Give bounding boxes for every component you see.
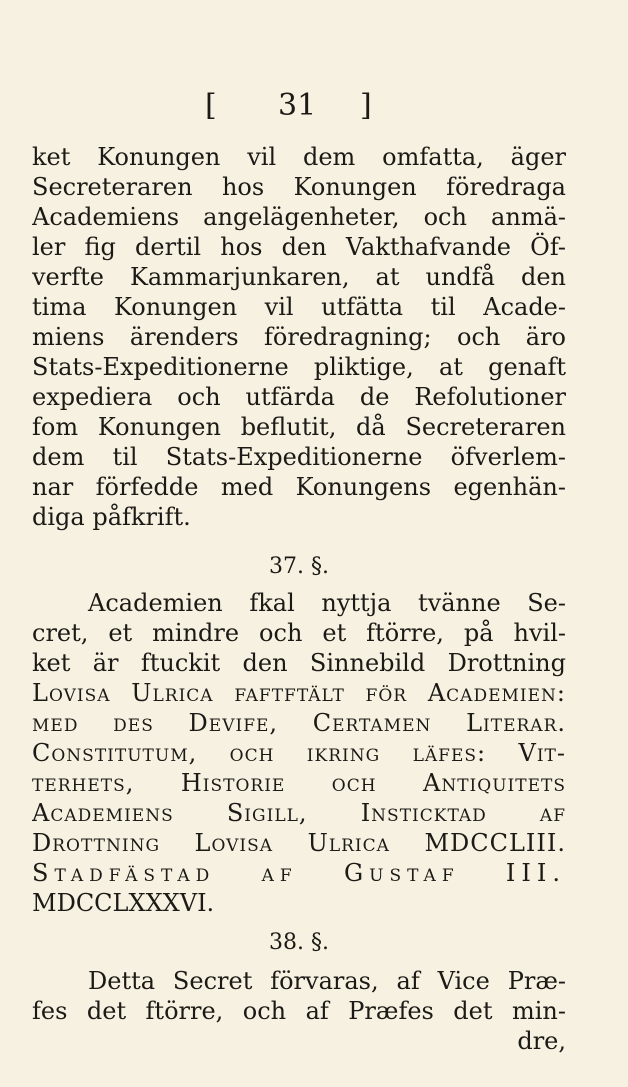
section-37 bbox=[32, 552, 566, 582]
text-line: terhets, Historie och Antiquitets bbox=[32, 769, 566, 797]
text-line: verfte Kammarjunkaren, at undfå den bbox=[32, 263, 566, 291]
text-line: tima Konungen vil utfätta til Acade- bbox=[32, 293, 566, 321]
text-line: ket Konungen vil dem omfatta, äger bbox=[32, 143, 566, 171]
text-line: miens ärenders föredragning; och äro bbox=[32, 323, 566, 351]
text-line: Constitutum, och ikring läfes: Vit- bbox=[32, 739, 566, 767]
text-line: med des Devife, Certamen Literar. bbox=[32, 709, 566, 737]
paragraph-section-37 bbox=[32, 588, 566, 918]
text-line: Stats-Expeditionerne pliktige, at genaft bbox=[32, 353, 566, 381]
section-heading: 38. §. bbox=[269, 930, 329, 955]
paragraph-continuation bbox=[32, 142, 566, 532]
header-bracket-left: [ bbox=[205, 88, 217, 123]
text-line: diga påfkrift. bbox=[32, 503, 191, 531]
text-line: Secreteraren hos Konungen föredraga bbox=[32, 173, 566, 201]
text-line: ler fig dertil hos den Vakthafvande Öf- bbox=[32, 233, 566, 261]
text-line: fes det ftörre, och af Præfes det min- bbox=[32, 997, 566, 1025]
text-line: MDCCLXXXVI. bbox=[32, 889, 215, 917]
text-line: fom Konungen beflutit, då Secreteraren bbox=[32, 413, 566, 441]
text-line: Academien fkal nyttja tvänne Se- bbox=[88, 589, 566, 617]
text-line: dem til Stats-Expeditionerne öfverlem- bbox=[32, 443, 566, 471]
section-heading: 37. §. bbox=[269, 554, 329, 579]
text-line: Lovisa Ulrica faftftält för Academien: bbox=[32, 679, 566, 707]
text-line: Academiens Sigill, Insticktad af bbox=[32, 799, 566, 827]
text-line: Drottning Lovisa Ulrica MDCCLIII. bbox=[32, 829, 566, 857]
text-line: Detta Secret förvaras, af Vice Præ- bbox=[88, 967, 566, 995]
header-bracket-right: ] bbox=[360, 88, 372, 123]
text-line: dre, bbox=[517, 1027, 566, 1055]
text-line: nar förfedde med Konungens egenhän- bbox=[32, 473, 566, 501]
text-line: ket är ftuckit den Sinnebild Drottning bbox=[32, 649, 566, 677]
text-line: Academiens angelägenheter, och anmä- bbox=[32, 203, 566, 231]
text-line: Stadfästad af Gustaf III. bbox=[32, 859, 566, 887]
text-line: cret, et mindre och et ftörre, på hvil- bbox=[32, 619, 566, 647]
text-line: expediera och utfärda de Refolutioner bbox=[32, 383, 566, 411]
section-38 bbox=[32, 928, 566, 958]
paragraph-section-38 bbox=[32, 966, 566, 1056]
page-number: 31 bbox=[278, 88, 317, 123]
